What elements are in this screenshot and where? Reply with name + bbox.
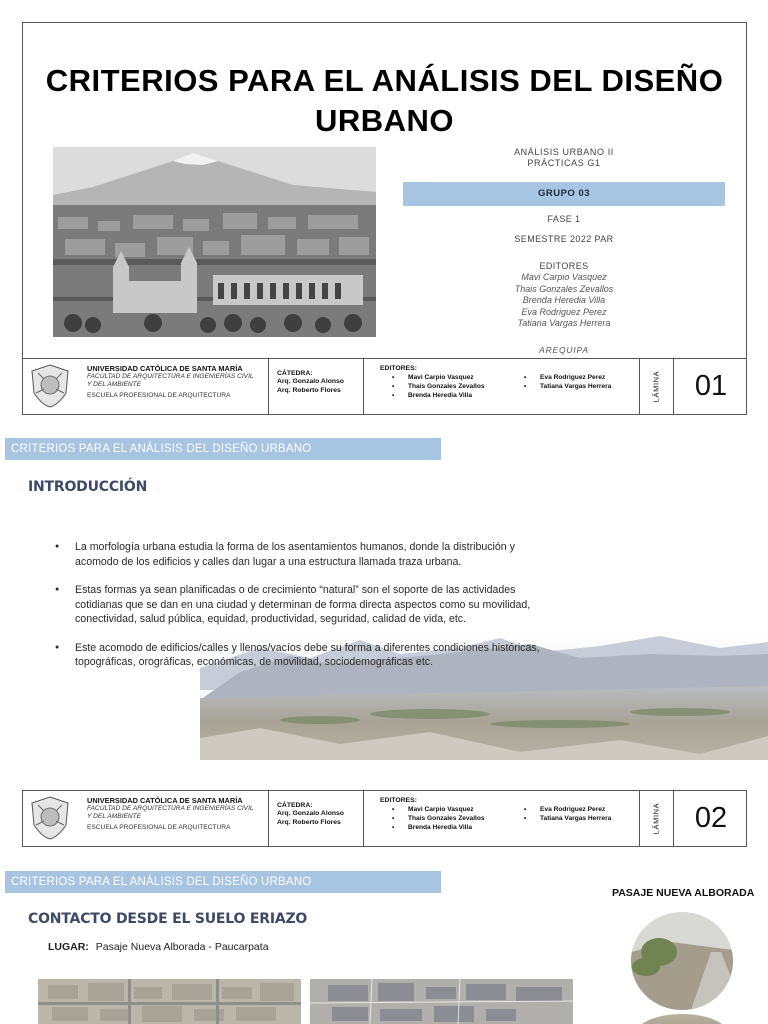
- group-badge: GRUPO 03: [403, 182, 725, 206]
- divider: [268, 359, 269, 414]
- cover-editor: Thais Gonzales Zevallos: [514, 283, 614, 294]
- course-name: ANÁLISIS URBANO II: [514, 147, 614, 157]
- aerial-map-right: [310, 979, 573, 1024]
- editor-item: • Brenda Heredia Villa: [380, 392, 512, 401]
- editors-heading: EDITORES: [539, 261, 589, 271]
- intro-heading: INTRODUCCIÓN: [28, 479, 148, 495]
- location-line: [48, 941, 269, 953]
- faculty-line: FACULTAD DE ARQUITECTURA E INGENIERÍAS CIVIL: [87, 373, 254, 380]
- university-info: [87, 364, 267, 400]
- city-label: AREQUIPA: [539, 344, 589, 355]
- location-value: Pasaje Nueva Alborada - Paucarpata: [95, 941, 269, 953]
- cover-page: [22, 22, 747, 414]
- street-photo: [636, 1014, 728, 1024]
- school-name: ESCUELA PROFESIONAL DE ARQUITECTURA: [87, 823, 231, 831]
- list-item: ● Este acomodo de edificios/calles y llenos/vacíos debe su forma a diferentes condiciones históricas, topográficas, orográficas, económicas, de movilidad, sociodemográficas etc.: [55, 641, 555, 670]
- catedra-teacher: Arq. Roberto Flores: [277, 818, 341, 826]
- cover-title-line1: CRITERIOS PARA EL ANÁLISIS DEL DISEÑO: [45, 63, 724, 98]
- editors-label: EDITORES:: [380, 797, 417, 804]
- faculty-line: FACULTAD DE ARQUITECTURA E INGENIERÍAS CIVIL: [87, 805, 254, 812]
- catedra-teacher: Arq. Gonzalo Alonso: [277, 378, 344, 386]
- editor-item: • Thais Gonzales Zevallos: [380, 383, 512, 392]
- editors-block: [380, 797, 611, 832]
- sheet-number: 01: [694, 370, 728, 402]
- title-block: [22, 790, 747, 847]
- section-header-bar: CRITERIOS PARA EL ANÁLISIS DEL DISEÑO URBANO: [5, 438, 441, 460]
- title-block: [22, 358, 747, 415]
- catedra-teacher: Arq. Roberto Flores: [277, 386, 341, 394]
- cover-title: [23, 61, 746, 141]
- cover-editor: Tatiana Vargas Herrera: [517, 318, 611, 329]
- practice-group: PRÁCTICAS G1: [527, 158, 601, 168]
- arequipa-city-photo: [53, 147, 376, 337]
- university-name: UNIVERSIDAD CATÓLICA DE SANTA MARÍA: [87, 364, 243, 373]
- catedra-label: CÁTEDRA:: [277, 370, 313, 377]
- phase-label: FASE 1: [547, 214, 581, 224]
- editor-item: • Eva Rodriguez Perez: [512, 374, 611, 383]
- editor-item: • Mavi Carpio Vasquez: [380, 374, 512, 383]
- lamina-label: [639, 359, 673, 414]
- street-photo: [631, 912, 733, 1010]
- university-crest-icon: [28, 795, 72, 841]
- editor-item: • Brenda Heredia Villa: [380, 824, 512, 833]
- editor-item: • Tatiana Vargas Herrera: [512, 815, 611, 824]
- catedra-teacher: Arq. Gonzalo Alonso: [277, 810, 344, 818]
- list-item: ● Estas formas ya sean planificadas o de crecimiento “natural” son el soporte de las actividades cotidianas que se dan en una ciudad y determinan de forma directa aspectos como su movilidad, conectividad, salud pública, equidad, productividad, seguridad, calidad de vida, etc.: [55, 583, 555, 627]
- intro-bullet-list: [55, 540, 555, 684]
- photo-title: PASAJE NUEVA ALBORADA: [612, 887, 755, 899]
- cover-editor: Mavi Carpio Vasquez: [521, 272, 607, 282]
- catedra-block: [277, 370, 344, 395]
- lamina-text: LÁMINA: [651, 370, 661, 403]
- section-header-bar: CRITERIOS PARA EL ANÁLISIS DEL DISEÑO URBANO: [5, 871, 441, 893]
- sheet-number: 02: [694, 802, 728, 834]
- university-info: [87, 796, 267, 832]
- lamina-label: [639, 791, 673, 846]
- contact-heading: CONTACTO DESDE EL SUELO ERIAZO: [28, 911, 308, 927]
- editor-item: • Tatiana Vargas Herrera: [512, 383, 611, 392]
- faculty-line: Y DEL AMBIENTE: [87, 813, 142, 821]
- school-name: ESCUELA PROFESIONAL DE ARQUITECTURA: [87, 391, 231, 399]
- semester-label: SEMESTRE 2022 PAR: [514, 234, 614, 244]
- cover-editor: Brenda Heredia Villa: [522, 295, 606, 306]
- divider: [363, 359, 364, 414]
- cover-info: [403, 147, 725, 355]
- cover-title-line2: URBANO: [314, 103, 455, 138]
- location-label: LUGAR:: [48, 941, 89, 953]
- editors-block: [380, 365, 611, 400]
- lamina-text: LÁMINA: [651, 802, 661, 835]
- cover-editor: Eva Rodriguez Perez: [521, 306, 607, 317]
- divider: [268, 791, 269, 846]
- editor-item: • Mavi Carpio Vasquez: [380, 806, 512, 815]
- catedra-label: CÁTEDRA:: [277, 802, 313, 809]
- editor-item: • Eva Rodriguez Perez: [512, 806, 611, 815]
- editor-item: • Thais Gonzales Zevallos: [380, 815, 512, 824]
- divider: [363, 791, 364, 846]
- university-crest-icon: [28, 363, 72, 409]
- faculty-line: Y DEL AMBIENTE: [87, 381, 142, 389]
- catedra-block: [277, 802, 344, 827]
- university-name: UNIVERSIDAD CATÓLICA DE SANTA MARÍA: [87, 796, 243, 805]
- list-item: ● La morfología urbana estudia la forma de los asentamientos humanos, donde la distribución y acomodo de los edificios y calles dan lugar a una estructura llamada traza urbana.: [55, 540, 555, 569]
- editors-label: EDITORES:: [380, 365, 417, 372]
- aerial-map-left: [38, 979, 301, 1024]
